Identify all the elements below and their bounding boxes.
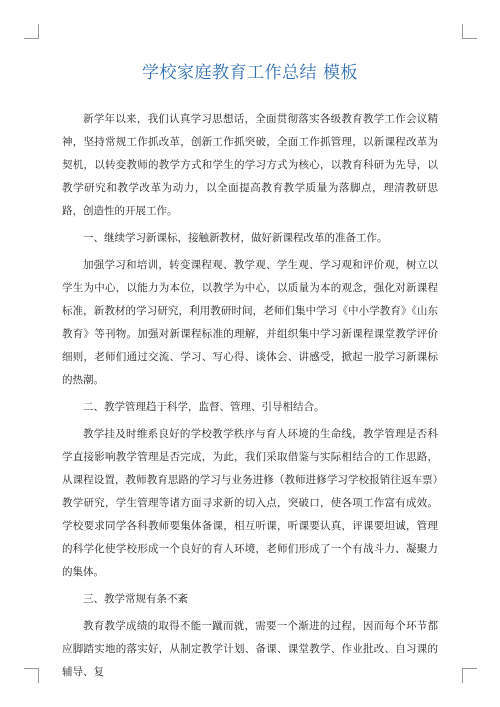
- document-page: [62, 58, 438, 688]
- section-heading-3: 三、教学常规有条不紊: [83, 593, 188, 605]
- paragraph-section-3: 教育教学成绩的取得不能一蹴而就，需要一个渐进的过程，因而每个环节都应脚踏实地的落实好，从制定教学计划、备课、课堂教学、作业批改、自习课的辅导、复: [62, 620, 438, 678]
- crop-mark-top-right: [462, 24, 477, 39]
- paragraph-intro: 新学年以来，我们认真学习思想话，全面贯彻落实各级教育教学工作会议精神，坚持常规工作抓改革，创新工作抓突破，全面工作抓管理，以新课程改革为契机，以转变教师的教学方式和学生的学习方式为核心，以教育科研为先导，以教学研究和教学改革为动力，以全面提高教育教学质量为落脚点，理清教研思路，创造性的开展工作。: [62, 113, 438, 217]
- crop-mark-bottom-right: [462, 668, 477, 683]
- paragraph-section-1: 加强学习和培训，转变课程观、教学观、学生观、学习观和评价观，树立以学生为中心，以能力为本位，以教学为中心，以质量为本的观念，强化对新课程标准，新教材的学习研究，利用教研时间，老师们集中学习《中小学教育》《山东教育》等刊物。加强对新课程标准的理解，并组织集中学习新课程课堂教学评价细则，老师们通过交流、学习、写心得、谈体会、讲感受，掀起一股学习新课标的热潮。: [62, 259, 438, 386]
- paragraph-section-2: 教学挂及时维系良好的学校教学秩序与育人环境的生命线，教学管理是否科学直接影响教学管理是否完成，为此，我们采取借鉴与实际相结合的工作思路，从课程设置，教师教育思路的学习与业务进修（教师进修学习学校报销往返车票）教学研究，学生管理等诸方面寻求新的切入点，突破口，使各项工作富有成效。学校要求同学各科教师要集体备课，相互听课，听课要认真，评课要坦诚，管理的科学化使学校形成一个良好的育人环境，老师们形成了一个有战斗力、凝聚力的集体。: [62, 428, 438, 578]
- document-title: 学校家庭教育工作总结 模板: [142, 63, 358, 83]
- section-heading-1: 一、继续学习新课标，接触新教材，做好新课程改革的准备工作。: [83, 232, 388, 244]
- crop-mark-bottom-left: [24, 668, 39, 683]
- section-heading-2: 二、教学管理趋于科学，监督、管理、引导相结合。: [83, 401, 325, 413]
- crop-mark-top-left: [24, 24, 39, 39]
